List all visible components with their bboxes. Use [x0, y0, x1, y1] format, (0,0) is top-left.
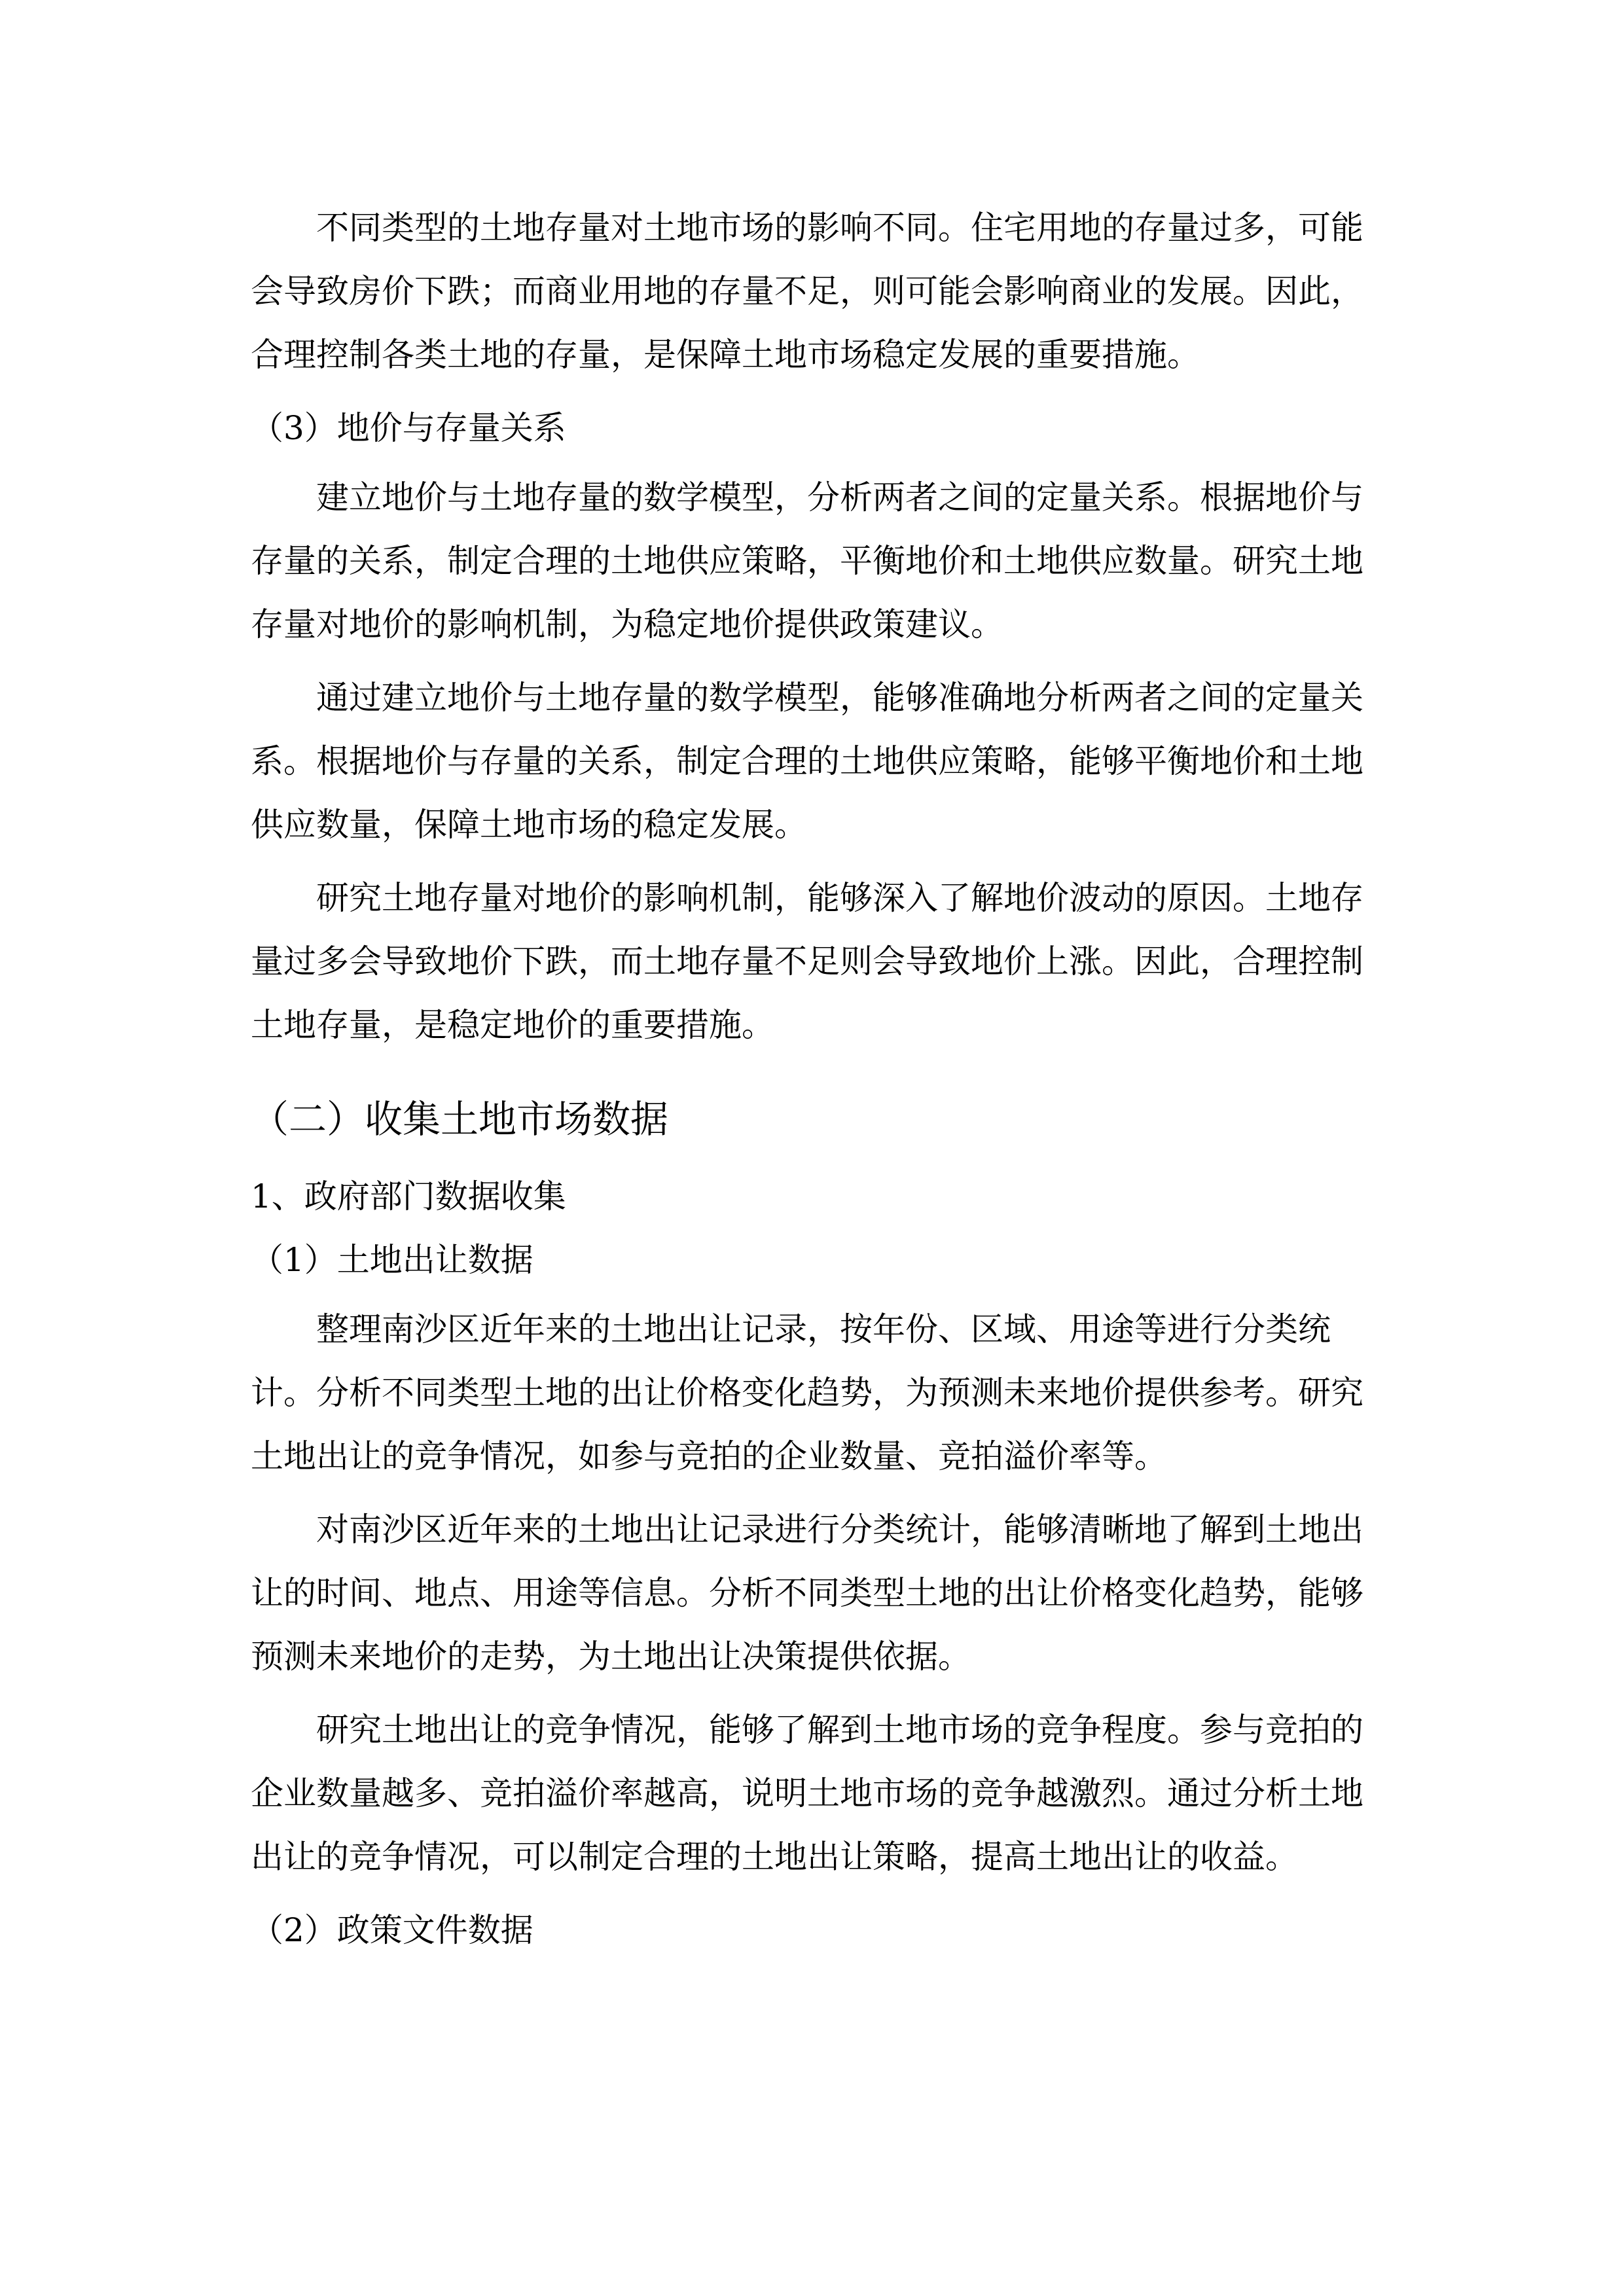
text-line: 存量对地价的影响机制，为稳定地价提供政策建议。: [251, 605, 1003, 643]
paragraph-transfer-records: [251, 1298, 1363, 1488]
subheading-price-stock-relation: （3）地价与存量关系: [251, 409, 566, 447]
paragraph-land-stock-types: [251, 196, 1363, 387]
text-line: 系。根据地价与存量的关系，制定合理的土地供应策略，能够平衡地价和土地: [251, 742, 1363, 780]
text-line: 建立地价与土地存量的数学模型，分析两者之间的定量关系。根据地价与: [316, 478, 1363, 516]
text-line: 不同类型的土地存量对土地市场的影响不同。住宅用地的存量过多，可能: [316, 209, 1363, 247]
paragraph-classified-statistics: [251, 1498, 1363, 1689]
text-line: 通过建立地价与土地存量的数学模型，能够准确地分析两者之间的定量关: [316, 679, 1363, 717]
paragraph-impact-mechanism: [251, 867, 1363, 1057]
text-line: 存量的关系，制定合理的土地供应策略，平衡地价和土地供应数量。研究土地: [251, 542, 1363, 580]
text-line: 企业数量越多、竞拍溢价率越高，说明土地市场的竞争越激烈。通过分析土地: [251, 1774, 1363, 1812]
text-line: 土地存量，是稳定地价的重要措施。: [251, 1006, 774, 1044]
paragraph-transfer-competition: [251, 1698, 1363, 1889]
document-body: [251, 196, 1363, 1962]
text-line: 供应数量，保障土地市场的稳定发展。: [251, 806, 807, 844]
paragraph-math-model: [251, 466, 1363, 656]
text-line: 研究土地出让的竞争情况，能够了解到土地市场的竞争程度。参与竞拍的: [316, 1711, 1363, 1749]
text-line: 让的时间、地点、用途等信息。分析不同类型土地的出让价格变化趋势，能够: [251, 1574, 1363, 1612]
text-line: 预测未来地价的走势，为土地出让决策提供依据。: [251, 1638, 971, 1676]
text-line: 量过多会导致地价下跌，而土地存量不足则会导致地价上涨。因此，合理控制: [251, 942, 1363, 980]
text-line: 整理南沙区近年来的土地出让记录，按年份、区域、用途等进行分类统: [316, 1310, 1331, 1348]
subsection-government-data: 1、政府部门数据收集: [251, 1177, 566, 1215]
text-line: 研究土地存量对地价的影响机制，能够深入了解地价波动的原因。土地存: [316, 879, 1363, 917]
subheading-land-transfer-data: （1）土地出让数据: [251, 1241, 533, 1279]
subheading-policy-document-data: （2）政策文件数据: [251, 1911, 533, 1949]
text-line: 合理控制各类土地的存量，是保障土地市场稳定发展的重要措施。: [251, 336, 1200, 374]
text-line: 对南沙区近年来的土地出让记录进行分类统计，能够清晰地了解到土地出: [316, 1511, 1363, 1549]
text-line: 会导致房价下跌；而商业用地的存量不足，则可能会影响商业的发展。因此，: [251, 272, 1363, 310]
paragraph-quantitative-relation: [251, 666, 1363, 857]
text-line: 出让的竞争情况，可以制定合理的土地出让策略，提高土地出让的收益。: [251, 1838, 1298, 1876]
section-heading-collect-market-data: （二）收集土地市场数据: [251, 1097, 669, 1141]
text-line: 计。分析不同类型土地的出让价格变化趋势，为预测未来地价提供参考。研究: [251, 1374, 1363, 1412]
text-line: 土地出让的竞争情况，如参与竞拍的企业数量、竞拍溢价率等。: [251, 1437, 1167, 1475]
